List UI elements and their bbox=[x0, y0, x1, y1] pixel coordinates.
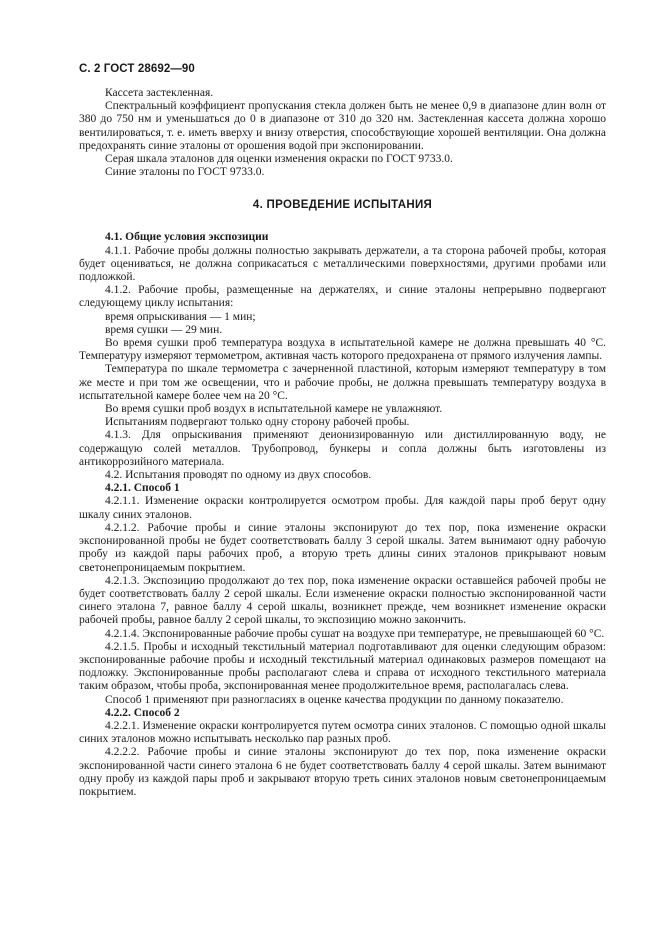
paragraph: 4.1.2. Рабочие пробы, размещенные на держателях, и синие эталоны непрерывно подвергают следующему циклу испытания: bbox=[79, 284, 606, 310]
paragraph: 4.2.1.2. Рабочие пробы и синие эталоны экспонируют до тех пор, пока изменение окраски экспонированной пробы не будет соответствовать баллу 3 серой шкалы. Затем вынимают одну рабочую пробу из каждой пары рабочих проб, а вторую треть длины синих эталонов прикрывают новым светонепроницаемым покрытием. bbox=[79, 521, 606, 574]
paragraph: Во время сушки проб воздух в испытательной камере не увлажняют. bbox=[105, 403, 443, 416]
subsection-heading: 4.2.1. Способ 1 bbox=[105, 482, 180, 495]
page-header: С. 2 ГОСТ 28692—90 bbox=[79, 63, 195, 75]
paragraph: 4.1.1. Рабочие пробы должны полностью закрывать держатели, а та сторона рабочей пробы, которая будет оцениваться, не должна соприкасаться с металлическими поверхностями, другими пробами или подложкой. bbox=[79, 244, 606, 284]
document-body bbox=[79, 87, 606, 799]
paragraph: 4.2.1.5. Пробы и исходный текстильный материал подготавливают для оценки следующим образом: экспонированные рабочие пробы и исходный текстильный материал одинаковых размеров помещают на подложку. Экспонированные пробы располагают слева и справа от исходного текстильного материала таким образом, чтобы проба, экспонированная менее продолжительное время, располагалась слева. bbox=[79, 640, 606, 693]
paragraph: Способ 1 применяют при разногласиях в оценке качества продукции по данному показателю. bbox=[105, 693, 564, 706]
paragraph: 4.1.3. Для опрыскивания применяют деионизированную или дистиллированную воду, не содержащую солей металлов. Трубопровод, бункеры и сопла должны быть изготовлены из антикоррозийного материала. bbox=[79, 429, 606, 468]
subsection-heading: 4.1. Общие условия экспозиции bbox=[105, 231, 269, 244]
paragraph: Серая шкала эталонов для оценки изменения окраски по ГОСТ 9733.0. bbox=[105, 153, 453, 166]
paragraph: 4.2.1.4. Экспонированные рабочие пробы сушат на воздухе при температуре, не превышающей 60 °С. bbox=[105, 627, 605, 640]
list-item: время сушки — 29 мин. bbox=[105, 323, 223, 336]
paragraph: Во время сушки проб температура воздуха в испытательной камере не должна превышать 40 °С. Температуру измеряют термометром, активная часть которого предохранена от прямого излучения лампы. bbox=[79, 337, 606, 363]
paragraph: Кассета застекленная. bbox=[105, 87, 214, 99]
list-item: время опрыскивания — 1 мин; bbox=[105, 310, 256, 323]
paragraph: Температура по шкале термометра с зачерненной пластиной, которым измеряют температуру в том же месте и при том же освещении, что и рабочие пробы, не должна превышать температуру воздуха в испытательной камере более чем на 20 °С. bbox=[79, 363, 606, 402]
paragraph: 4.2. Испытания проводят по одному из двух способов. bbox=[105, 469, 372, 482]
paragraph: 4.2.1.3. Экспозицию продолжают до тех пор, пока изменение окраски оставшейся рабочей пробы не будет соответствовать баллу 2 серой шкалы. Если изменение окраски полностью экспонированной части синего эталона 7, равное баллу 4 серой шкалы, возникнет прежде, чем возникнет изменение окраски рабочей пробы, равное баллу 2 серой шкалы, то экспозицию можно закончить. bbox=[79, 574, 606, 627]
paragraph: 4.2.2.1. Изменение окраски контролируется путем осмотра синих эталонов. С помощью одной шкалы синих эталонов можно испытывать несколько пар разных проб. bbox=[79, 719, 606, 746]
subsection-heading: 4.2.2. Способ 2 bbox=[105, 706, 180, 719]
paragraph: Синие эталоны по ГОСТ 9733.0. bbox=[105, 166, 265, 179]
paragraph: 4.2.1.1. Изменение окраски контролируется осмотром пробы. Для каждой пары проб берут одну шкалу синих эталонов. bbox=[79, 495, 606, 521]
paragraph: 4.2.2.2. Рабочие пробы и синие эталоны экспонируют до тех пор, пока изменение окраски экспонированной части синего эталона 6 не будет соответствовать баллу 4 серой шкалы. Затем вынимают одну пробу из каждой пары проб и закрывают вторую треть синих эталонов новым светонепроницаемым покрытием. bbox=[79, 746, 606, 798]
paragraph: Спектральный коэффициент пропускания стекла должен быть не менее 0,9 в диапазоне длин волн от 380 до 750 нм и уменьшаться до 0 в диапазоне от 310 до 320 нм. Застекленная кассета должна хорошо вентилироваться, т. е. иметь вверху и внизу отверстия, способствующие хорошей вентиляции. Она должна предохранять синие эталоны от орошения водой при экспонировании. bbox=[79, 100, 606, 152]
section-title: 4. ПРОВЕДЕНИЕ ИСПЫТАНИЯ bbox=[252, 199, 433, 212]
paragraph: Испытаниям подвергают только одну сторону рабочей пробы. bbox=[105, 416, 410, 429]
